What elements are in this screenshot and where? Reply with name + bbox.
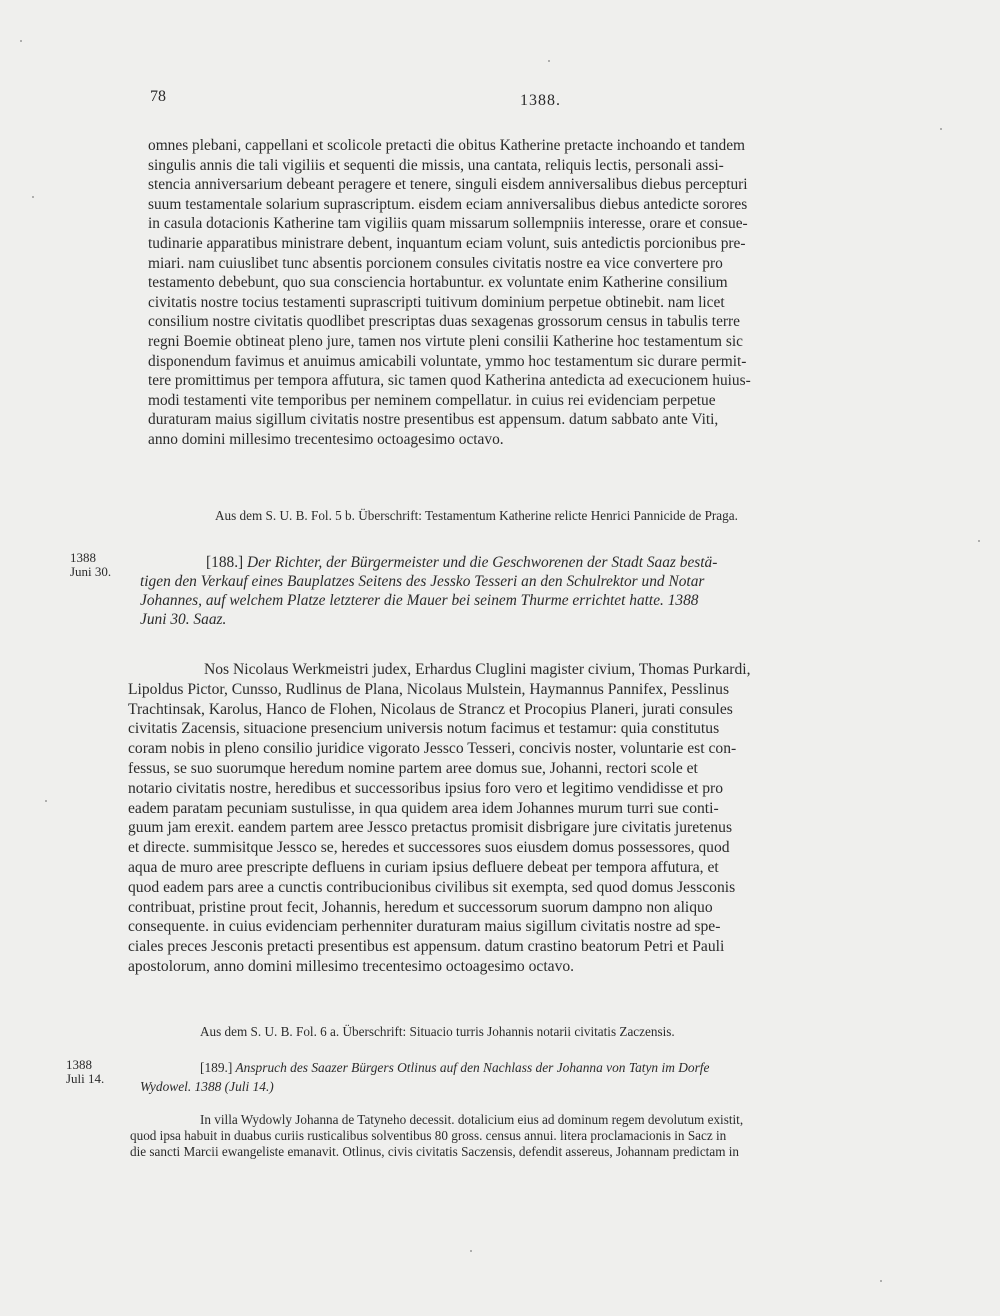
- text-line: notario civitatis nostre, heredibus et successoribus ipsius foro vero et legitimo vendidisse et pro: [128, 779, 724, 797]
- text-line: aqua de muro aree prescripte defluens in curiam ipsius defluere debeat per tempora affutura, et: [128, 858, 719, 876]
- heading-line: tigen den Verkauf eines Bauplatzes Seitens des Jessko Tesseri an den Schulrektor und Notar: [140, 573, 705, 590]
- paper-speck: [32, 196, 34, 198]
- text-line: consilium nostre civitatis quodlibet prescriptas duas sexagenas grossorum census in tabulis terre: [148, 313, 740, 331]
- running-head-year: 1388.: [520, 92, 561, 109]
- margin-year: 1388: [70, 550, 96, 565]
- text-line: die sancti Marcii ewangeliste emanavit. Otlinus, civis civitatis Saczensis, defendit assereus, Johannam predictam in: [130, 1144, 740, 1159]
- text-line: suum testamentale solarium suprascriptum. eisdem eciam anniversalibus diebus antedicte sorores: [148, 195, 748, 213]
- paragraph-entry-189: [130, 1112, 925, 1160]
- paper-speck: [470, 1250, 472, 1252]
- text-line: in casula dotacionis Katherine tam vigiliis quam missarum sollempniis interesse, orare et consue-: [148, 215, 748, 233]
- document-number: [189.]: [200, 1060, 233, 1075]
- text-line: Trachtinsak, Karolus, Hanco de Flohen, Nicolaus de Strancz et Procopius Planeri, jurati consules: [128, 700, 733, 718]
- text-line: eadem paratam pecuniam sustulisse, in qua quidem area idem Johannes murum turri sue conti-: [128, 799, 719, 817]
- text-line: ciales preces Jesconis pretacti presentibus est appensum. datum crastino beatorum Petri et Pauli: [128, 938, 725, 956]
- paper-speck: [20, 40, 22, 42]
- text-line: tere promittimus per tempora affutura, sic tamen quod Katherina antedicta ad execucionem huius-: [148, 372, 751, 390]
- text-line: civitatis Zacensis, situacione presencium universis notum facimus et testamur: quia constitutus: [128, 720, 720, 738]
- text-line: apostolorum, anno domini millesimo trecentesimo octoagesimo octavo.: [128, 957, 575, 975]
- heading-line: [140, 553, 932, 572]
- source-note: Aus dem S. U. B. Fol. 5 b. Überschrift: Testamentum Katherine relicte Henrici Pannicide de Praga.: [215, 508, 738, 523]
- heading-line: Johannes, auf welchem Platze letzterer die Mauer bei seinem Thurme errichtet hatte. 1388: [140, 592, 699, 609]
- heading-text: Anspruch des Saazer Bürgers Otlinus auf den Nachlass der Johanna von Tatyn im Dorfe: [235, 1060, 710, 1075]
- margin-date: [66, 1058, 104, 1086]
- text-line: consequente. in cuius evidenciam perhenniter duraturam maius sigillum civitatis nostre ad spe-: [128, 918, 721, 936]
- paragraph-testament: [148, 136, 938, 450]
- text-line: guum jam erexit. eandem partem aree Jessco pretactus promisit disbrigare jure civitatis juretenus: [128, 819, 733, 837]
- source-note: Aus dem S. U. B. Fol. 6 a. Überschrift: Situacio turris Johannis notarii civitatis Zaczensis.: [200, 1024, 675, 1039]
- margin-year: 1388: [66, 1057, 92, 1072]
- text-line: civitatis nostre tocius testamenti suprascripti tuitivum dominium perpetue obtinebit. nam licet: [148, 293, 725, 311]
- text-line: modi testamenti vite temporibus per neminem compellatur. in cuius rei evidenciam perpetue: [148, 391, 716, 409]
- text-line: stencia anniversarium debeant peragere et tenere, singuli eisdem anniversalibus diebus percepturi: [148, 176, 748, 194]
- document-heading-189: [140, 1058, 932, 1096]
- text-line: disponendum favimus et anuimus amicabili voluntate, ymmo hoc testamentum sic durare permit-: [148, 352, 747, 370]
- text-line: et directe. summisitque Jessco se, heredes et successores suos eiusdem domus possessores, quod: [128, 839, 730, 857]
- text-line: testamento debebunt, quo sua consciencia hortabuntur. ex voluntate enim Katherine consilium: [148, 274, 728, 292]
- paper-speck: [978, 540, 980, 542]
- document-number: [188.]: [206, 554, 244, 571]
- text-line: singulis annis die tali vigiliis et sequenti die missis, una cantata, reliquis lectis, personali assi-: [148, 156, 724, 174]
- text-line: coram nobis in pleno consilio juridice vigorato Jessco Tesseri, concivis noster, voluntarie est con-: [128, 740, 737, 758]
- text-line: In villa Wydowly Johanna de Tatyneho decessit. dotalicium eius ad dominum regem devolutum existit,: [200, 1112, 744, 1127]
- paper-speck: [940, 128, 942, 130]
- margin-day: Juni 30.: [70, 564, 112, 579]
- heading-line: [140, 1058, 932, 1077]
- text-line: contribuat, pristine prout fecit, Johannis, heredum et successorum suorum dampno non aliquo: [128, 898, 713, 916]
- text-line: regni Boemie obtineat pleno jure, tamen nos virtute pleni consilii Katherine hoc testamentum sic: [148, 332, 743, 350]
- heading-line: Juni 30. Saaz.: [140, 611, 227, 628]
- paragraph-charter-188: [128, 660, 933, 977]
- text-line: fessus, se suo suorumque heredum nomine partem aree domus sue, Johanni, rectori scole et: [128, 759, 698, 777]
- heading-text: Der Richter, der Bürgermeister und die Geschworenen der Stadt Saaz bestä-: [247, 554, 718, 571]
- paper-speck: [45, 800, 47, 802]
- text-line: Lipoldus Pictor, Cunsso, Rudlinus de Plana, Nicolaus Mulstein, Haymannus Pannifex, Pesslinus: [128, 680, 730, 698]
- text-line: anno domini millesimo trecentesimo octoagesimo octavo.: [148, 430, 504, 448]
- paper-speck: [880, 1280, 882, 1282]
- text-line: quod eadem pars aree a cunctis contribucionibus civilibus sit exempta, sed quod domus Jessconis: [128, 878, 736, 896]
- text-line: quod ipsa habuit in duabus curiis rusticalibus solventibus 80 gross. census annui. litera proclamacionis in Sacz in: [130, 1128, 727, 1143]
- margin-date: [70, 551, 111, 579]
- text-line: tudinarie apparatibus ministrare debent, inquantum eciam volunt, suis antedictis porcionibus pre-: [148, 234, 746, 252]
- heading-line: Wydowel. 1388 (Juli 14.): [140, 1079, 274, 1094]
- text-line: miari. nam cuiuslibet tunc absentis porcionem consules civitatis nostre ea vice convertere pro: [148, 254, 723, 272]
- text-line: duraturam maius sigillum civitatis nostre presentibus est appensum. datum sabbato ante Viti,: [148, 411, 719, 429]
- document-heading-188: [140, 553, 932, 629]
- margin-day: Juli 14.: [66, 1071, 105, 1086]
- paper-speck: [548, 60, 550, 62]
- text-line: Nos Nicolaus Werkmeistri judex, Erhardus Cluglini magister civium, Thomas Purkardi,: [204, 661, 751, 678]
- page-number: 78: [150, 88, 166, 105]
- text-line: omnes plebani, cappellani et scolicole pretacti die obitus Katherine pretacte inchoando et tandem: [148, 137, 746, 154]
